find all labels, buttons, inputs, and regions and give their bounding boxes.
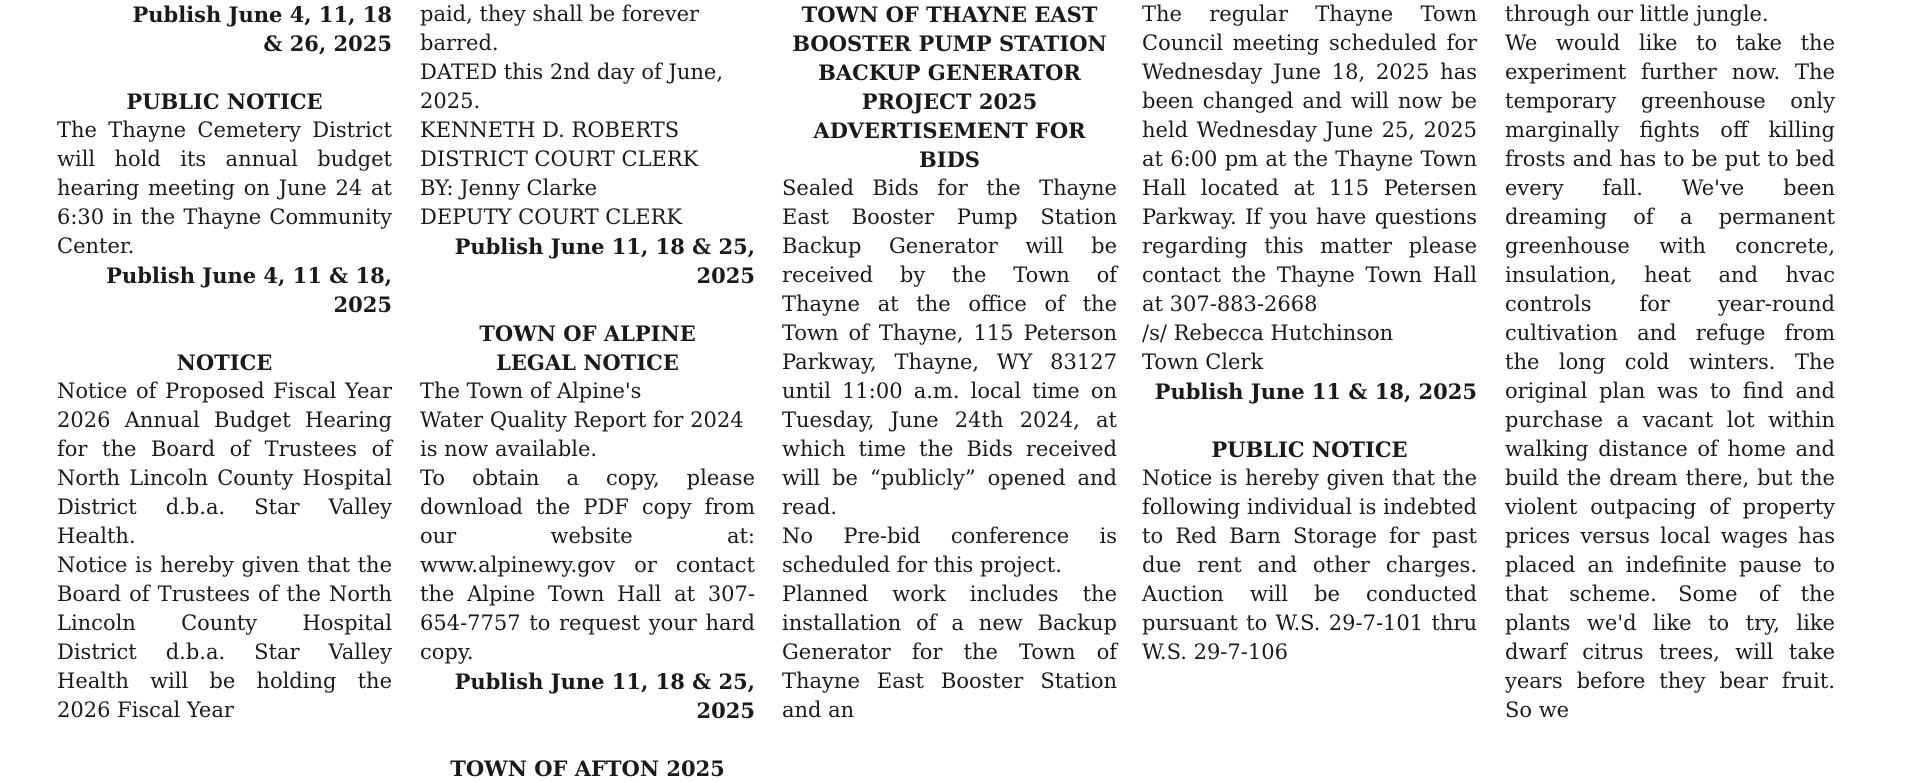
notice-line: DATED this 2nd day of June, 2025. (420, 60, 724, 113)
column-5 (1505, 0, 1835, 725)
column-4 (1142, 0, 1477, 667)
publish-line: Publish June 11 & 18, 2025 (1154, 379, 1477, 404)
publish-line: & 26, 2025 (263, 31, 392, 56)
notice-line: Water Quality Report for 2024 (420, 408, 744, 432)
notice-heading: BACKUP GENERATOR (818, 60, 1081, 85)
notice-body: No Pre-bid conference is scheduled for this project. (782, 524, 1117, 577)
notice-line: paid, they shall be forever barred. (420, 2, 700, 55)
notice-line: KENNETH D. ROBERTS (420, 118, 680, 142)
notice-heading: PROJECT 2025 (861, 89, 1038, 114)
notice-line: The Town of Alpine's (420, 379, 642, 403)
notice-heading: PUBLIC NOTICE (1211, 437, 1408, 462)
publish-line: Publish June 4, 11 & 18, 2025 (106, 263, 392, 317)
notice-body: The regular Thayne Town Council meeting scheduled for Wednesday June 18, 2025 has been changed and will now be held Wednesday June 25, 2025 at 6:00 pm at the Thayne Town Hall located at 115 Petersen Parkway. If you have questions regarding this matter please contact the Thayne Town Hall at 307-883-2668 (1142, 2, 1477, 316)
article-body: We would like to take the experiment further now. The temporary greenhouse only marginally fights off killing frosts and has to be put to bed every fall. We've been dreaming of a permanent greenhouse with concrete, insulation, heat and hvac controls for year-round cultivation and refuge from the long cold winters. The original plan was to find and purchase a vacant lot within walking distance of home and build the dream there, but the violent outpacing of property prices versus local wages has placed an indefinite pause to that scheme. Some of the plants we'd like to try, like dwarf citrus trees, will take years before they bear fruit. So we (1505, 31, 1835, 722)
notice-line: BY: Jenny Clarke (420, 176, 598, 200)
publish-line: Publish June 11, 18 & 25, 2025 (454, 234, 755, 288)
notice-body: Notice of Proposed Fiscal Year 2026 Annual Budget Hearing for the Board of Trustees of North Lincoln County Hospital District d.b.a. Star Valley Health. (57, 379, 392, 548)
notice-heading: TOWN OF ALPINE (479, 321, 696, 346)
notice-heading: PUBLIC NOTICE (126, 89, 323, 114)
publish-line: Publish June 11, 18 & 25, 2025 (454, 669, 755, 723)
notice-body: Notice is hereby given that the following individual is indebted to Red Barn Storage for past due rent and other charges. Auction will be conducted pursuant to W.S. 29-7-101 thru W.S. 29-7-106 (1142, 466, 1477, 664)
notice-body: Notice is hereby given that the Board of Trustees of the North Lincoln County Hospital District d.b.a. Star Valley Health will be holding the 2026 Fiscal Year (57, 553, 392, 722)
notice-line: DEPUTY COURT CLERK (420, 205, 683, 229)
notice-body: Planned work includes the installation of a new Backup Generator for the Town of Thayne East Booster Station and an (782, 582, 1117, 722)
signature-line: /s/ Rebecca Hutchinson (1142, 321, 1394, 345)
notice-heading: BOOSTER PUMP STATION (792, 31, 1107, 56)
notice-heading: NOTICE (176, 350, 273, 375)
publish-line: Publish June 4, 11, 18 (132, 2, 392, 27)
notice-heading: TOWN OF THAYNE EAST (801, 2, 1098, 27)
notice-body: The Thayne Cemetery District will hold its annual budget hearing meeting on June 24 at 6:30 in the Thayne Community Center. (57, 118, 392, 258)
column-1 (57, 0, 392, 725)
column-3 (782, 0, 1117, 725)
article-line: through our little jungle. (1505, 2, 1769, 26)
notice-body: Sealed Bids for the Thayne East Booster Pump Station Backup Generator will be received by the Town of Thayne at the office of the Town of Thayne, 115 Peterson Parkway, Thayne, WY 83127 until 11:00 a.m. local time on Tuesday, June 24th 2024, at which time the Bids received will be “publicly” opened and read. (782, 176, 1117, 519)
notice-line: is now available. (420, 437, 598, 461)
signature-line: Town Clerk (1142, 350, 1264, 374)
notice-line: DISTRICT COURT CLERK (420, 147, 699, 171)
notice-heading: TOWN OF AFTON 2025 (450, 756, 725, 781)
column-2 (420, 0, 755, 783)
notice-body: To obtain a copy, please download the PDF copy from our website at: www.alpinewy.gov or contact the Alpine Town Hall at 307-654-7757 to request your hard copy. (420, 466, 755, 664)
notice-heading: ADVERTISEMENT FOR BIDS (813, 118, 1086, 172)
notice-heading: LEGAL NOTICE (496, 350, 679, 375)
